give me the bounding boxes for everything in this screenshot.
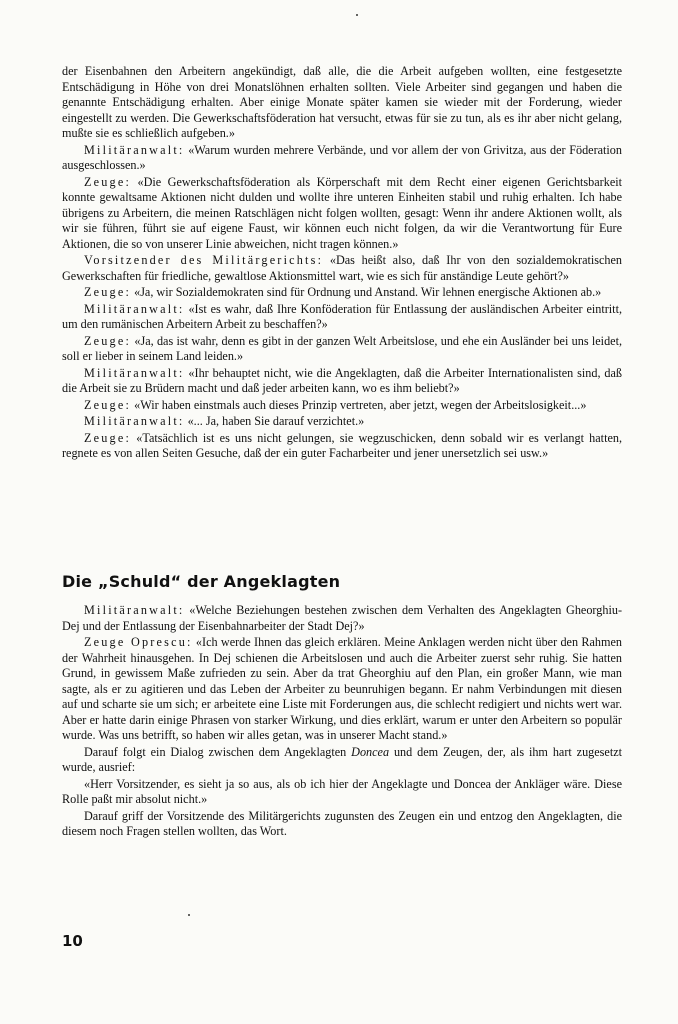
paragraph-text: «Das heißt also, daß Ihr von den sozialdemokratischen Gewerkschaften für friedliche, gewaltlose Aktionsmittel wart, wie es sich für anständige Leute gehört?» xyxy=(62,253,623,283)
speaker-label: Zeuge: xyxy=(84,430,132,445)
paragraph xyxy=(62,334,622,365)
paragraph-text: Darauf folgt ein Dialog zwischen dem Angeklagten xyxy=(84,744,352,759)
speaker-label: Vorsitzender des Militärgerichts: xyxy=(84,253,324,267)
paragraph-text: «... Ja, haben Sie darauf verzichtet.» xyxy=(187,414,365,428)
paragraph-text: «Ich werde Ihnen das gleich erklären. Meine Anklagen werden nicht über den Rahmen der Wahrheit hinausgehen. In Dej schienen die Arbeitslosen und auch die Arbeiter zuerst sehr ruhig. Sie hatten Grund, in gewissem Maße zufrieden zu sein. Aber da trat Gheorghiu auf den Plan, ein großer Mann, wie man sagte, als er zu agitieren und das Leben der Arbeiter zu beunruhigen begann. Er nahm Verbindungen mit diesen auf und scharte sie um sich; er arbeitete eine Liste mit Forderungen aus, die schlecht redigiert und nichts wert war. Aber er hatte darin einige Phrasen von starker Wirkung, und dies erklärt, warum er unter den Arbeitern so populär wurde. Was uns betrifft, so haben wir alles getan, was in unserer Macht stand.» xyxy=(62,635,622,742)
print-speck xyxy=(356,14,358,16)
paragraph xyxy=(62,302,622,333)
paragraph-text: «Wir haben einstmals auch dieses Prinzip vertreten, aber jetzt, wegen der Arbeitslosigkeit...» xyxy=(134,397,587,412)
paragraph-text: «Ist es wahr, daß Ihre Konföderation für Entlassung der ausländischen Arbeiter eintritt, um den rumänischen Arbeitern Arbeit zu beschaffen?» xyxy=(62,301,622,331)
speaker-label: Militäranwalt: xyxy=(84,365,185,380)
paragraph xyxy=(62,809,622,840)
paragraph xyxy=(62,175,622,253)
speaker-label: Militäranwalt: xyxy=(84,142,185,157)
speaker-label: Zeuge: xyxy=(84,174,132,189)
print-speck xyxy=(188,914,190,916)
paragraph-text: «Warum wurden mehrere Verbände, und vor allem der von Grivitza, aus der Föderation ausgeschlossen.» xyxy=(62,142,622,172)
paragraph-text: «Ihr behauptet nicht, wie die Angeklagten, daß die Arbeiter Internationalisten sind, daß die Arbeit sie zu Brüdern macht und daß jeder arbeiten kann, wo es ihm beliebt?» xyxy=(62,365,623,395)
speaker-label: Zeuge: xyxy=(84,285,132,299)
speaker-label: Zeuge Oprescu: xyxy=(84,635,193,649)
speaker-label: Zeuge: xyxy=(84,397,132,412)
paragraph xyxy=(62,777,622,808)
paragraph-text: und dem Zeugen, der, als ihm hart zugesetzt wurde, ausrief: xyxy=(62,744,623,774)
paragraph xyxy=(62,366,622,397)
paragraph xyxy=(62,603,622,634)
speaker-label: Militäranwalt: xyxy=(84,414,185,428)
paragraph-text: «Welche Beziehungen bestehen zwischen dem Verhalten des Angeklagten Gheorghiu-Dej und der Entlassung der Eisenbahnarbeiter der Stadt Dej?» xyxy=(62,603,623,633)
paragraph xyxy=(62,398,622,414)
paragraph xyxy=(62,745,622,776)
paragraph xyxy=(62,431,622,462)
paragraph xyxy=(62,414,622,430)
speaker-label: Militäranwalt: xyxy=(84,301,185,316)
paragraph xyxy=(62,635,622,744)
paragraph-text: «Tatsächlich ist es uns nicht gelungen, sie wegzuschicken, denn sobald wir es verlangt hatten, regnete es von allen Seiten Gesuche, daß der ein guter Facharbeiter und jener unersetzlich sei usw.» xyxy=(62,430,623,460)
paragraph xyxy=(62,253,622,284)
testimony-block-2 xyxy=(62,603,622,841)
paragraph-text: Darauf griff der Vorsitzende des Militärgerichts zugunsten des Zeugen ein und entzog den Angeklagten, die diesem noch Fragen stellen wollten, das Wort. xyxy=(62,808,622,838)
section-heading: Die „Schuld“ der Angeklagten xyxy=(62,572,341,591)
paragraph-text: «Ja, das ist wahr, denn es gibt in der ganzen Welt Arbeitslose, und ehe ein Ausländer bei uns leidet, soll er lieber in seinem Land leiden.» xyxy=(62,333,623,363)
paragraph-text: der Eisenbahnen den Arbeitern angekündigt, daß alle, die die Arbeit aufgeben wollten, eine festgesetzte Entschädigung in Höhe von drei Monatslöhnen erhalten sollten. Viele Arbeiter sind gegangen und haben die genannte Entschädigung erhalten. Aber einige Monate später kamen sie wieder mit der Forderung, wieder eingestellt zu werden. Die Gewerkschaftsföderation hat versucht, etwas für sie zu tun, als es ihr aber nicht gelang, mußte sie es schließlich aufgeben.» xyxy=(62,64,622,140)
paragraph xyxy=(62,285,622,301)
defendant-name: Doncea xyxy=(351,744,390,759)
testimony-block-1 xyxy=(62,64,622,463)
speaker-label: Militäranwalt: xyxy=(84,603,185,617)
paragraph-text: «Die Gewerkschaftsföderation als Körperschaft mit dem Recht einer eigenen Gerichtsbarkeit konnte gewaltsame Aktionen nicht dulden und wollte ihre unteren Einheiten stabil und ruhig erhalten. Ich habe übrigens zu Arbeitern, die meinen Ratschlägen nicht folgen wollten, gesagt: Wenn ihr andere Aktionen wollt, als wir sie führen, führt sie auf eigene Faust, wir können euch nicht folgen, da wir die Verantwortung für Eure Aktionen, die so von unserer Linie abweichen, nicht tragen können.» xyxy=(62,174,623,251)
paragraph-text: «Herr Vorsitzender, es sieht ja so aus, als ob ich hier der Angeklagte und Doncea der Ankläger wäre. Diese Rolle paßt mir absolut nicht.» xyxy=(62,776,622,806)
paragraph xyxy=(62,143,622,174)
paragraph-text: «Ja, wir Sozialdemokraten sind für Ordnung und Anstand. Wir lehnen energische Aktionen ab.» xyxy=(134,285,602,299)
page-number: 10 xyxy=(62,932,83,950)
paragraph xyxy=(62,64,622,142)
speaker-label: Zeuge: xyxy=(84,333,132,348)
